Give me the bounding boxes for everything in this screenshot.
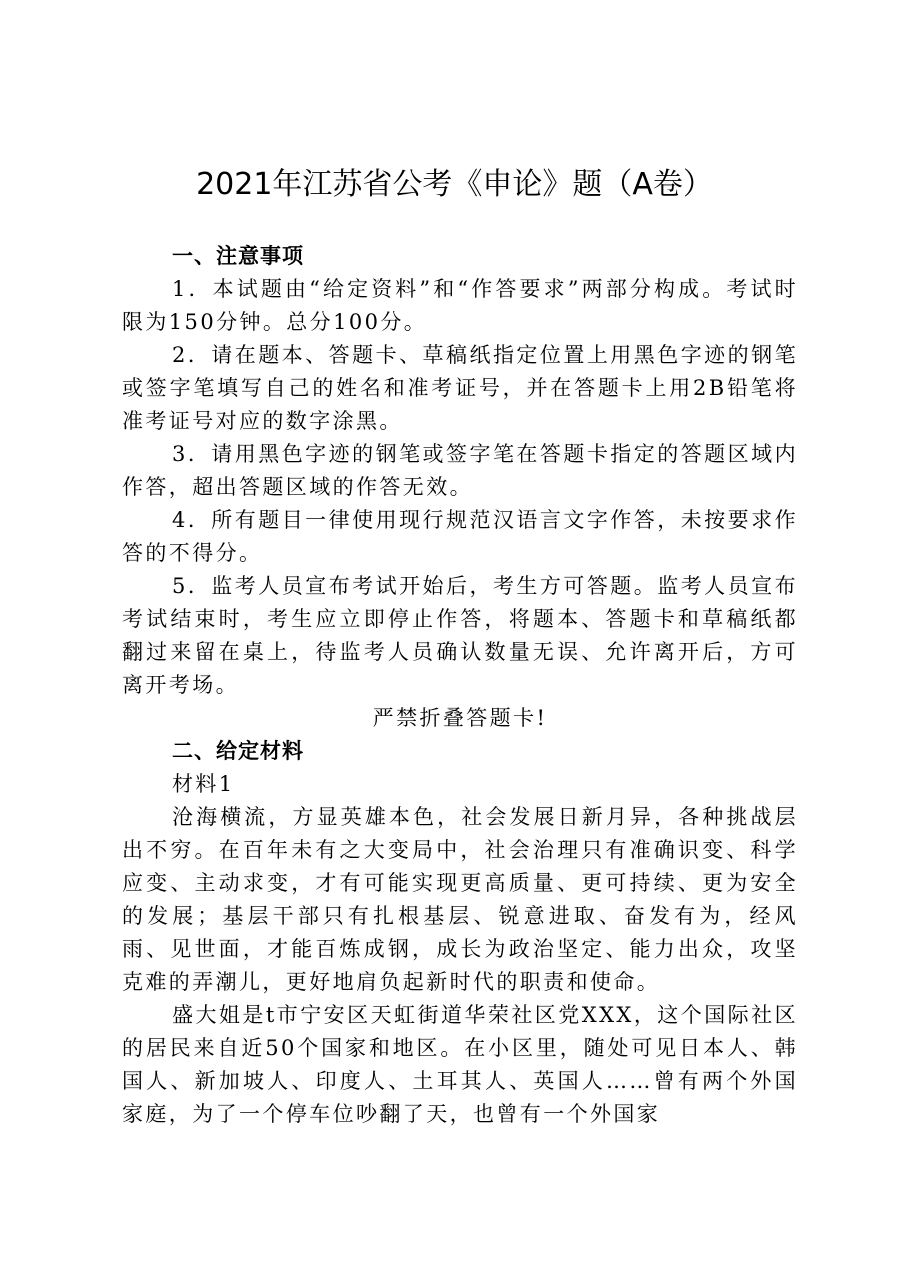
section-heading-materials: 二、给定材料: [172, 739, 304, 763]
document-title: 2021年江苏省公考《申论》题（A卷）: [196, 167, 713, 202]
document-body: [122, 240, 798, 1131]
material-paragraph-2: 盛大姐是t市宁安区天虹街道华荣社区党XXX，这个国际社区的居民来自近50个国家和地区。在小区里，随处可见日本人、韩国人、新加坡人、印度人、土耳其人、英国人……曾有两个外国家庭，为了一个停车位吵翻了天，也曾有一个外国家: [122, 1003, 798, 1126]
note-item-4: 4．所有题目一律使用现行规范汉语言文字作答，未按要求作答的不得分。: [122, 508, 798, 565]
section-heading-notes: 一、注意事项: [172, 244, 304, 268]
note-item-3: 3．请用黑色字迹的钢笔或签字笔在答题卡指定的答题区域内作答，超出答题区域的作答无效。: [122, 442, 798, 499]
note-item-1: 1．本试题由“给定资料”和“作答要求”两部分构成。考试时限为150分钟。总分100分。: [122, 277, 798, 334]
warning-line: 严禁折叠答题卡!: [372, 706, 548, 730]
material-paragraph-1: 沧海横流，方显英雄本色，社会发展日新月异，各种挑战层出不穷。在百年未有之大变局中，社会治理只有准确识变、科学应变、主动求变，才有可能实现更高质量、更可持续、更为安全的发展；基层干部只有扎根基层、锐意进取、奋发有为，经风雨、见世面，才能百炼成钢，成长为政治坚定、能力出众，攻坚克难的弄潮儿，更好地肩负起新时代的职责和使命。: [122, 805, 798, 994]
material-label: 材料1: [172, 772, 235, 796]
note-item-2: 2．请在题本、答题卡、草稿纸指定位置上用黑色字迹的钢笔或签字笔填写自己的姓名和准考证号，并在答题卡上用2B铅笔将准考证号对应的数字涂黑。: [122, 343, 798, 433]
note-item-5: 5．监考人员宣布考试开始后，考生方可答题。监考人员宣布考试结束时，考生应立即停止作答，将题本、答题卡和草稿纸都翻过来留在桌上，待监考人员确认数量无误、允许离开后，方可离开考场。: [122, 574, 798, 697]
